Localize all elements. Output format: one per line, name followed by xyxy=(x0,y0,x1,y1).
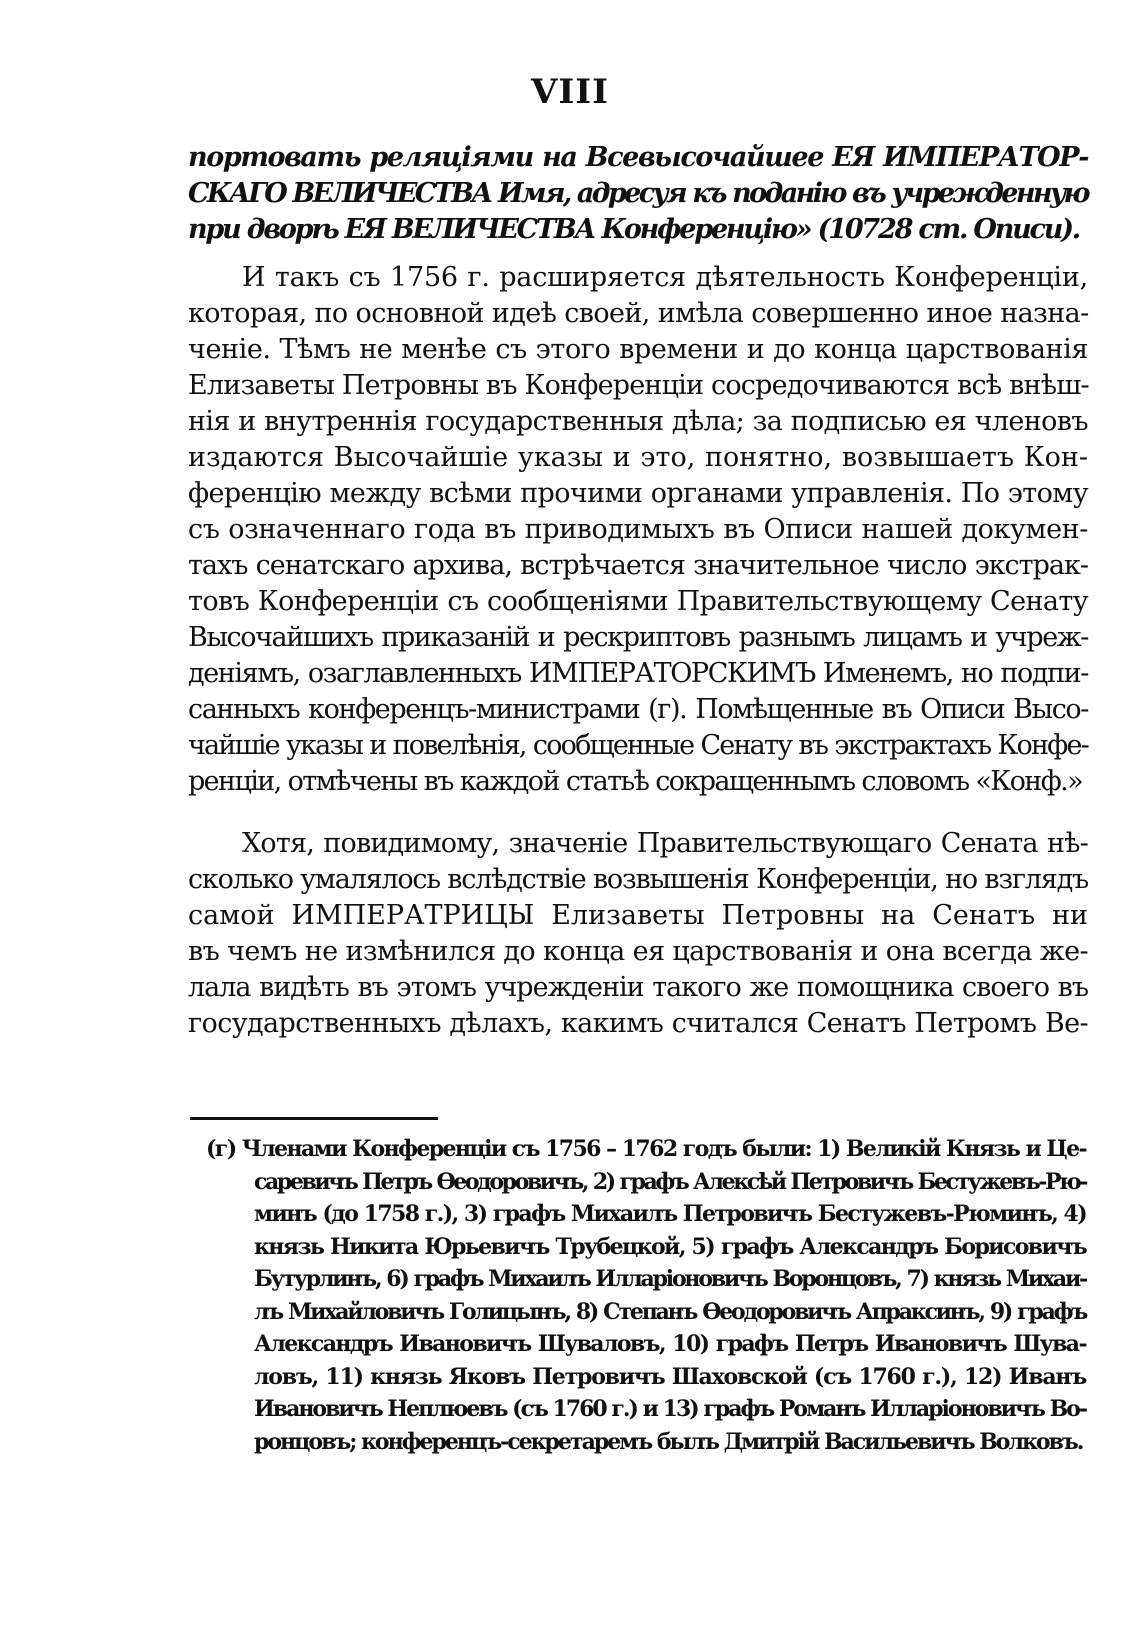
text-line: лала видѣть въ этомъ учрежденіи такого же помощника своего въ xyxy=(188,972,1088,1003)
text-line: сколько умалялось вслѣдствіе возвышенія Конференціи, но взглядъ xyxy=(188,864,1088,895)
text-line: нія и внутреннія государственныя дѣла; за подписью ея членовъ xyxy=(188,406,1088,437)
footnote-line: Ивановичъ Неплюевъ (съ 1760 г.) и 13) графъ Романъ Илларіоновичъ Во- xyxy=(254,1396,1086,1422)
text-line: Хотя, повидимому, значеніе Правительствующаго Сената нѣ- xyxy=(242,828,1088,859)
footnote xyxy=(206,1133,1086,1458)
text-line: ренціи, отмѣчены въ каждой статьѣ сокращеннымъ словомъ «Конф.» xyxy=(188,766,1083,797)
text-line: съ означеннаго года въ приводимыхъ въ Описи нашей докумен- xyxy=(188,514,1088,545)
text-line: И такъ съ 1756 г. расширяется дѣятельность Конференціи, xyxy=(242,262,1088,293)
text-line: Елизаветы Петровны въ Конференціи сосредочиваются всѣ внѣш- xyxy=(188,370,1089,401)
text-line: которая, по основной идеѣ своей, имѣла совершенно иное назна- xyxy=(188,298,1089,329)
footnote-line: Александръ Ивановичъ Шуваловъ, 10) графъ Петръ Ивановичъ Шува- xyxy=(254,1331,1086,1357)
paragraph-continuation xyxy=(188,140,1088,248)
text-line: издаются Высочайшіе указы и это, понятно, возвышаетъ Кон- xyxy=(188,442,1088,473)
text-line: Высочайшихъ приказаній и рескриптовъ разнымъ лицамъ и учреж- xyxy=(188,622,1088,653)
footnote-line: князь Никита Юрьевичъ Трубецкой, 5) графъ Александръ Борисовичъ xyxy=(254,1233,1086,1260)
text-line: портовать реляціями на Всевысочайшее ЕЯ ИМПЕРАТОР- xyxy=(188,142,1088,173)
text-line: въ чемъ не измѣнился до конца ея царствованія и она всегда же- xyxy=(188,936,1089,967)
page-number: VIII xyxy=(530,72,610,112)
text-line: СКАГО ВЕЛИЧЕСТВА Имя, адресуя къ поданію въ учрежденную xyxy=(188,178,1088,209)
text-line: при дворѣ ЕЯ ВЕЛИЧЕСТВА Конференцію» (10728 ст. Описи). xyxy=(188,214,1079,245)
text-line: ченіе. Тѣмъ не менѣе съ этого времени и до конца царствованія xyxy=(188,334,1088,365)
footnote-line: Бутурлинъ, 6) графъ Михаилъ Илларіоновичъ Воронцовъ, 7) князь Михаи- xyxy=(254,1266,1086,1292)
text-line: деніямъ, озаглавленныхъ ИМПЕРАТОРСКИМЪ Именемъ, но подпи- xyxy=(188,658,1088,689)
footnote-divider xyxy=(190,1117,438,1120)
text-line: тахъ сенатскаго архива, встрѣчается значительное число экстрак- xyxy=(188,550,1088,581)
paragraph-2 xyxy=(188,260,1088,800)
text-line: государственныхъ дѣлахъ, какимъ считался Сенатъ Петромъ Ве- xyxy=(188,1008,1088,1039)
paragraph-3 xyxy=(188,826,1088,1042)
text-line: товъ Конференціи съ сообщеніями Правительствующему Сенату xyxy=(188,586,1088,617)
text-line: ференцію между всѣми прочими органами управленія. По этому xyxy=(188,478,1088,509)
text-line: санныхъ конференцъ-министрами (г). Помѣщенные въ Описи Высо- xyxy=(188,694,1088,725)
text-line: самой ИМПЕРАТРИЦЫ Елизаветы Петровны на Сенатъ ни xyxy=(188,900,1088,931)
footnote-line: ловъ, 11) князь Яковъ Петровичъ Шаховской (съ 1760 г.), 12) Иванъ xyxy=(254,1363,1086,1390)
footnote-line: лъ Михайловичъ Голицынъ, 8) Степанъ Ѳеодоровичъ Апраксинъ, 9) графъ xyxy=(254,1298,1086,1325)
footnote-line: ронцовъ; конференцъ-секретаремъ былъ Дмитрій Васильевичъ Волковъ. xyxy=(254,1428,1083,1455)
footnote-line: минъ (до 1758 г.), 3) графъ Михаилъ Петровичъ Бестужевъ-Рюминъ, 4) xyxy=(254,1201,1086,1227)
footnote-line: (г) Членами Конференціи съ 1756 – 1762 годъ были: 1) Великій Князь и Це- xyxy=(206,1136,1086,1162)
text-line: чайшіе указы и повелѣнія, сообщенные Сенату въ экстрактахъ Конфе- xyxy=(188,730,1088,761)
footnote-line: саревичъ Петръ Ѳеодоровичъ, 2) графъ Алексѣй Петровичъ Бестужевъ-Рю- xyxy=(254,1168,1086,1195)
